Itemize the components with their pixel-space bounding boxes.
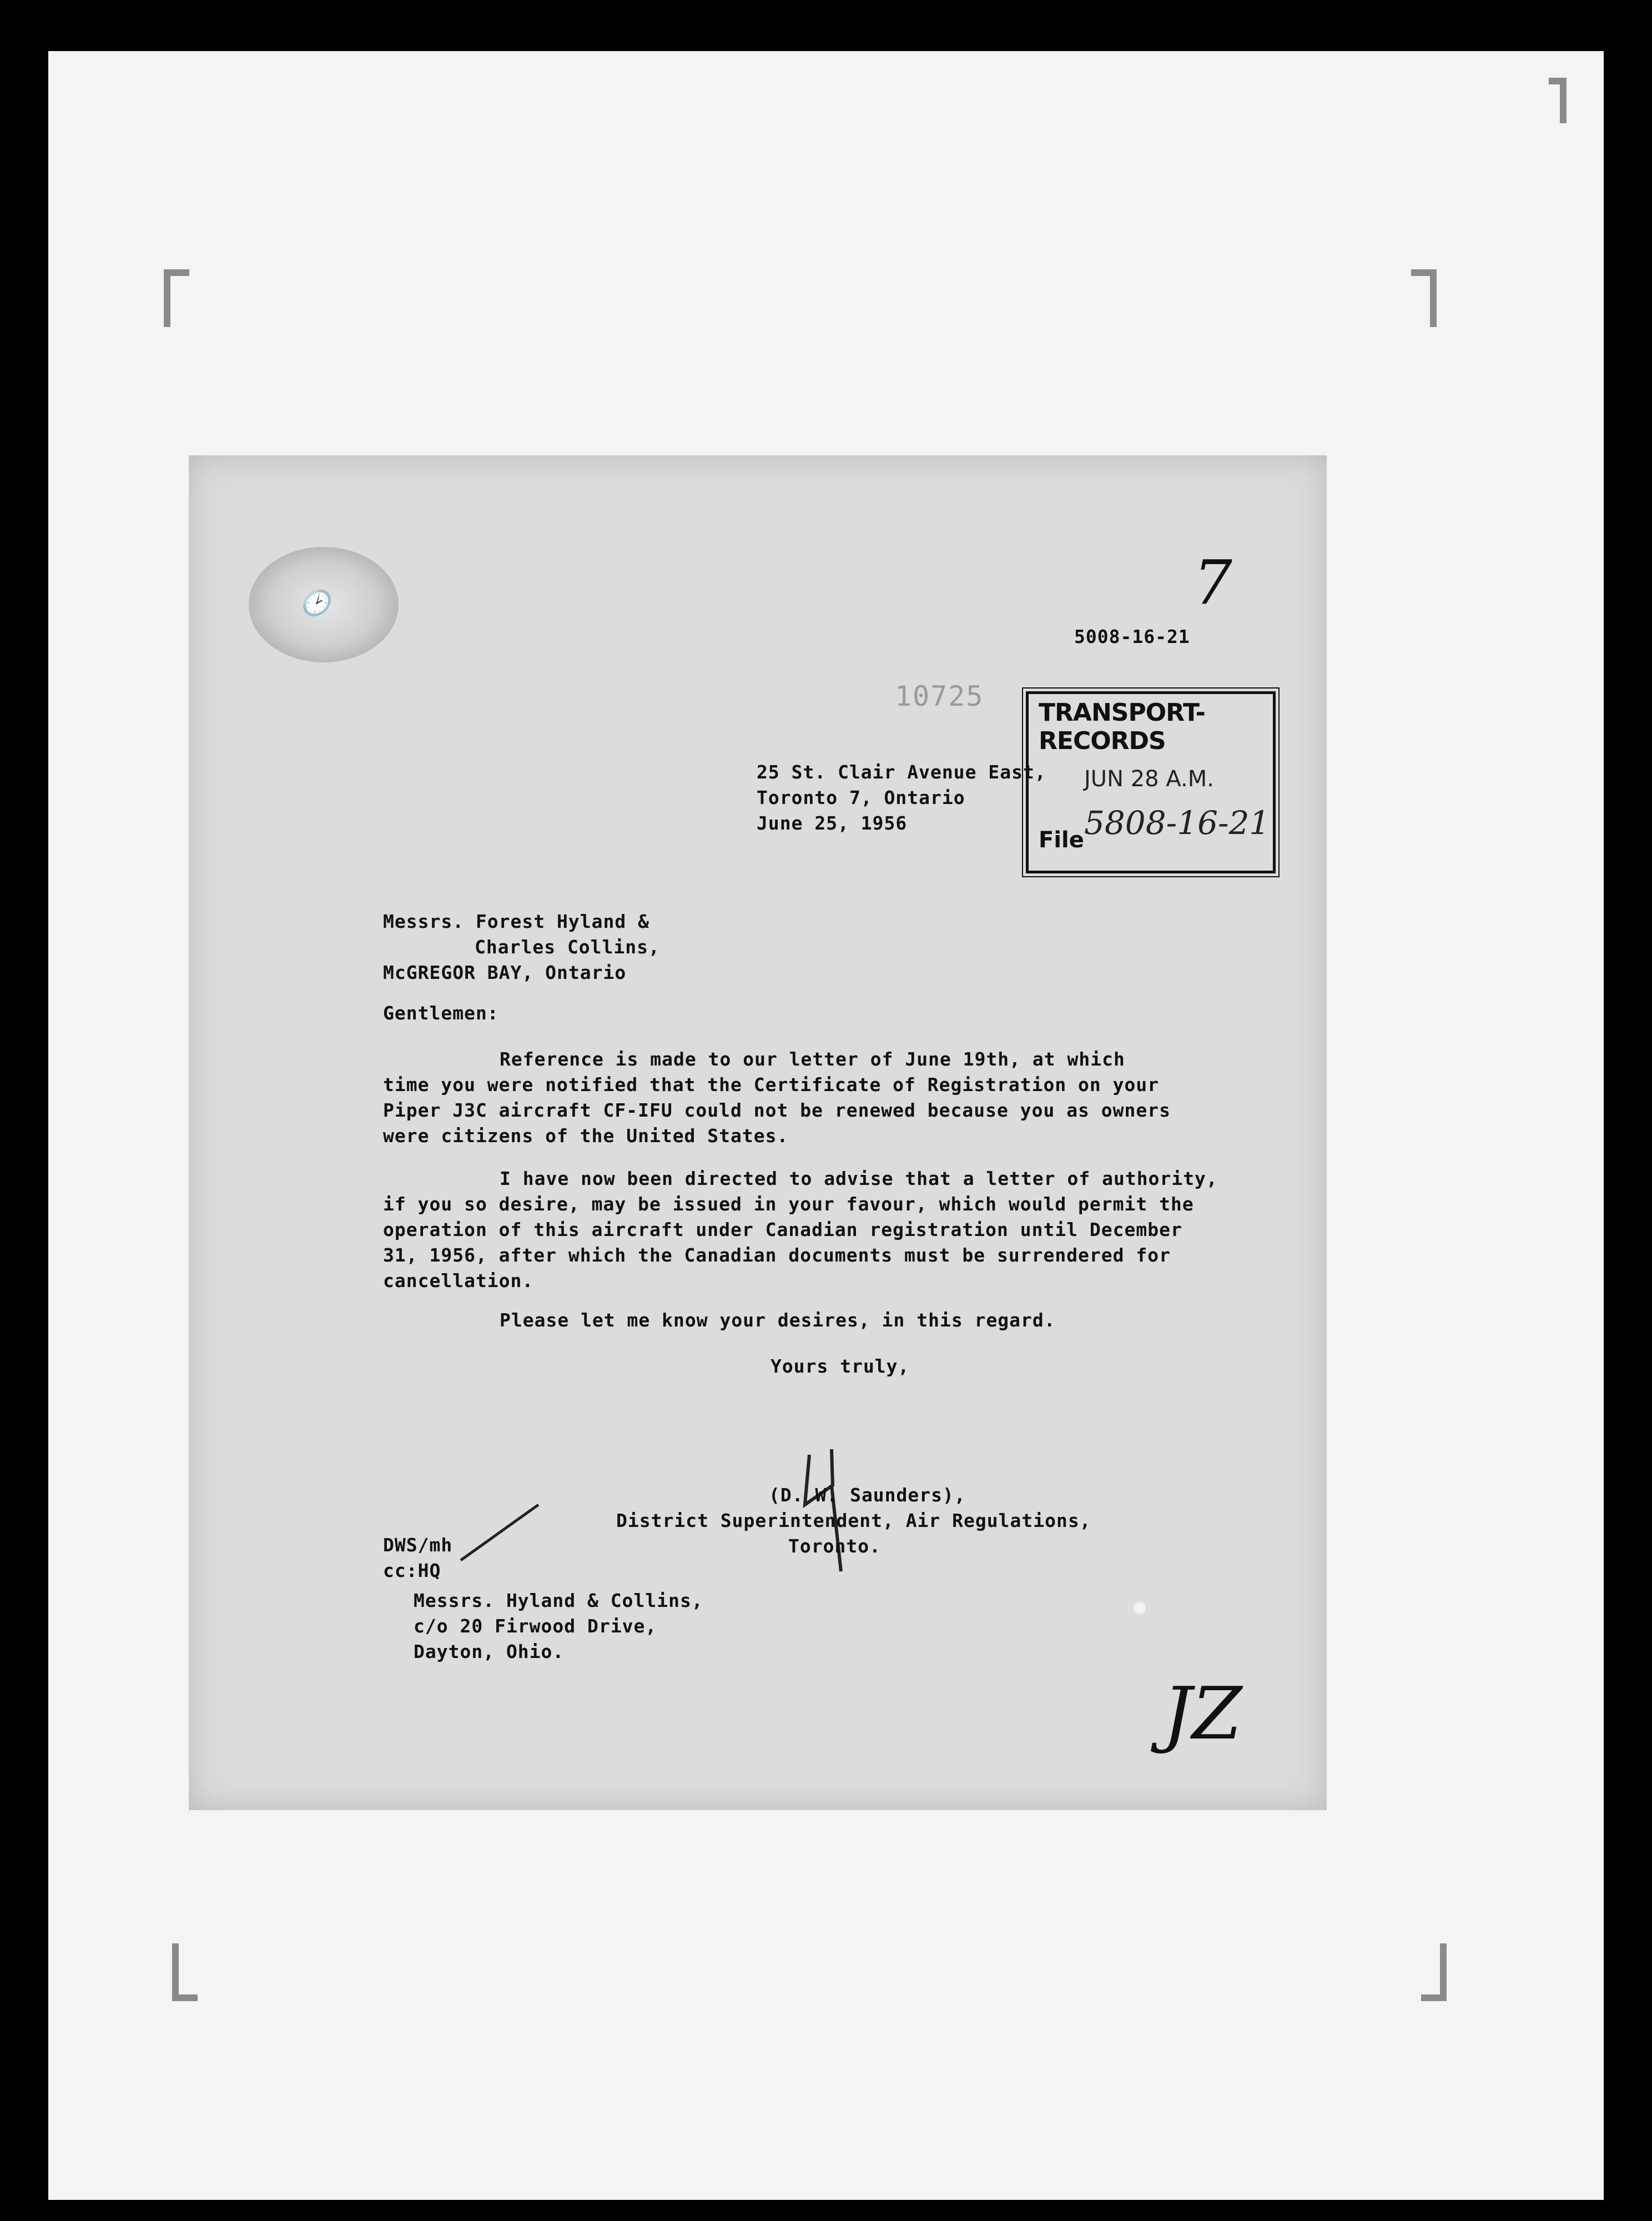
paragraph-2-line-3: operation of this aircraft under Canadian registration until December (383, 1219, 1182, 1240)
stamp-date: JUN 28 A.M. (1084, 766, 1214, 792)
signer-location: Toronto. (788, 1535, 881, 1557)
cc-address-line-2: c/o 20 Firwood Drive, (414, 1615, 657, 1637)
letter-date: June 25, 1956 (757, 812, 908, 834)
faint-number: 10725 (895, 680, 984, 712)
signer-name: (D. W. Saunders), (769, 1484, 966, 1506)
cc-address-line-1: Messrs. Hyland & Collins, (414, 1590, 703, 1611)
paragraph-1-line-4: were citizens of the United States. (383, 1125, 789, 1147)
stamp-file-number: 5808-16-21 (1084, 804, 1270, 842)
recipient-line-1: Messrs. Forest Hyland & (383, 911, 649, 932)
cc-label: cc:HQ (383, 1560, 441, 1581)
paragraph-2-line-4: 31, 1956, after which the Canadian documents must be surrendered for (383, 1244, 1171, 1266)
signer-title: District Superintendent, Air Regulations, (616, 1510, 1091, 1531)
paragraph-2-line-1: I have now been directed to advise that a letter of authority, (500, 1168, 1218, 1189)
paragraph-1-line-1: Reference is made to our letter of June 19th, at which (500, 1048, 1125, 1070)
recipient-line-3: McGREGOR BAY, Ontario (383, 962, 627, 983)
sender-address-line-2: Toronto 7, Ontario (757, 787, 965, 808)
cc-address-line-3: Dayton, Ohio. (414, 1641, 565, 1662)
typist-initials: DWS/mh (383, 1534, 453, 1556)
paragraph-3: Please let me know your desires, in this regard. (500, 1309, 1056, 1331)
paragraph-2-line-2: if you so desire, may be issued in your favour, which would permit the (383, 1193, 1194, 1215)
crop-mark-top-right (1411, 269, 1437, 327)
paragraph-2-line-5: cancellation. (383, 1270, 534, 1292)
recipient-line-2: Charles Collins, (475, 936, 660, 958)
paragraph-1-line-2: time you were notified that the Certificate of Registration on your (383, 1074, 1160, 1096)
crop-mark-bottom-right (1421, 1943, 1447, 2001)
crop-mark-bottom-left (172, 1943, 198, 2001)
sender-address-line-1: 25 St. Clair Avenue East, (757, 761, 1046, 783)
crop-mark-top-left (164, 269, 189, 327)
crop-mark-corner (1549, 78, 1567, 123)
salutation: Gentlemen: (383, 1002, 499, 1024)
paragraph-1-line-3: Piper J3C aircraft CF-IFU could not be renewed because you as owners (383, 1099, 1171, 1121)
punch-hole-mark: 🕑 (300, 589, 330, 617)
stamp-file-label: File (1039, 827, 1084, 853)
film-speck (1134, 1602, 1146, 1614)
check-mark (455, 1499, 544, 1571)
file-reference: 5008-16-21 (1074, 626, 1190, 647)
stamp-title: TRANSPORT-RECORDS (1039, 699, 1205, 755)
records-stamp (1026, 691, 1276, 873)
handwritten-initials: JZ (1163, 1671, 1242, 1756)
folio-mark: 7 (1193, 547, 1232, 618)
closing: Yours truly, (770, 1355, 910, 1377)
